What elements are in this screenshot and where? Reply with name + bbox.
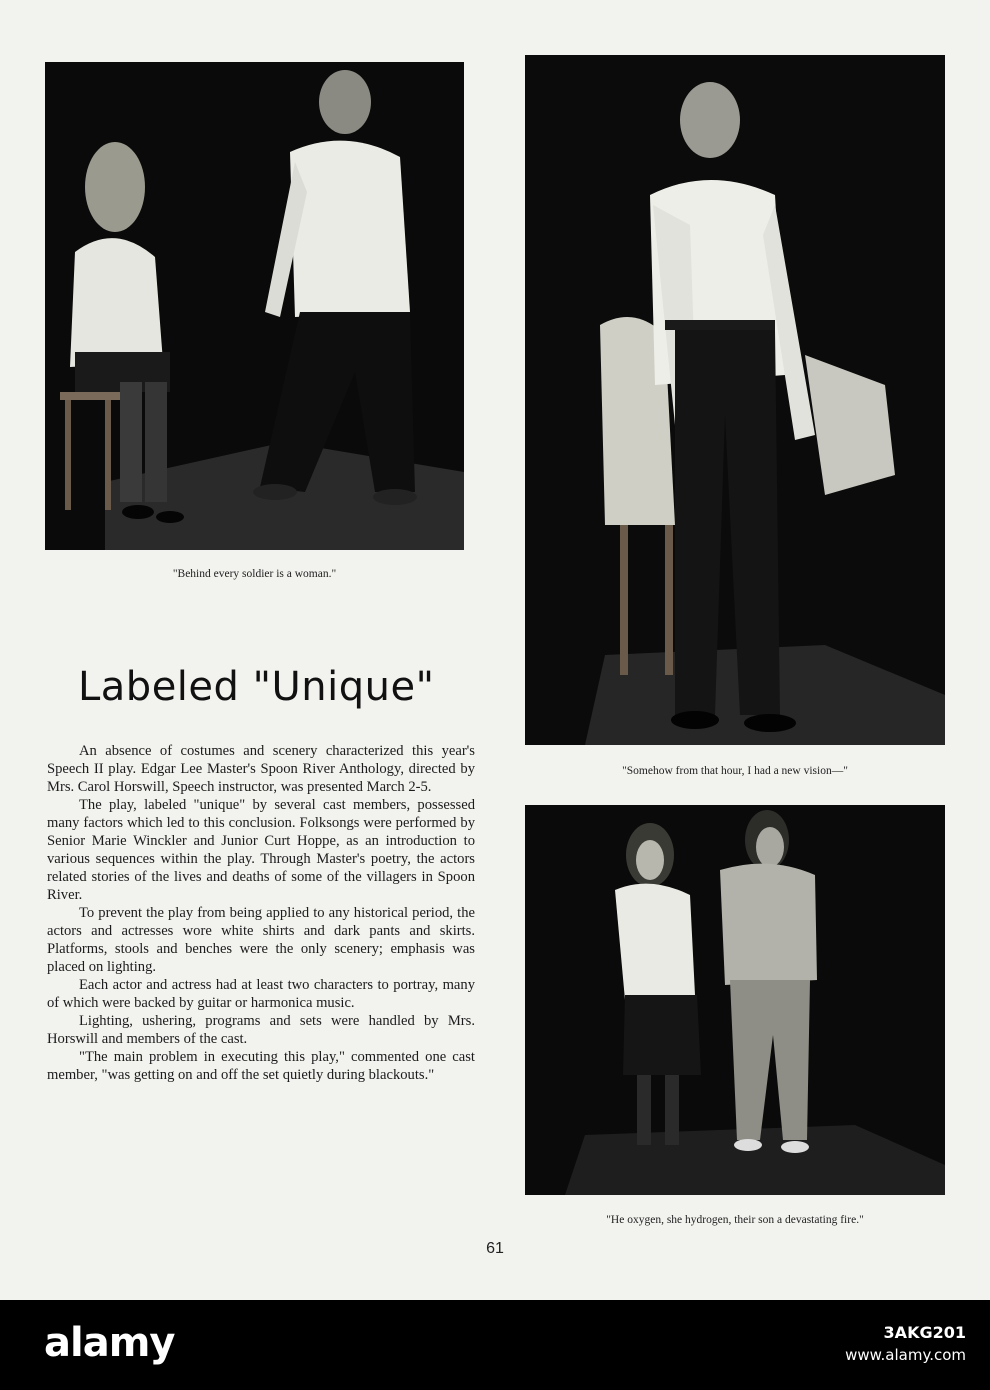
paragraph: An absence of costumes and scenery characterized this year's Speech II play. Edgar Lee Master's Spoon River Anthology, directed by Mrs. Carol Horswill, Speech instructor, was presented March 2-5. [47, 743, 475, 795]
photo-oxygen-hydrogen [525, 805, 945, 1195]
alamy-logo: alamy [44, 1320, 175, 1366]
paragraph: Lighting, ushering, programs and sets were handled by Mrs. Horswill and members of the cast. [47, 1013, 475, 1047]
image-id: 3AKG201 [883, 1323, 966, 1342]
article-title: Labeled "Unique" [78, 664, 435, 710]
paragraph: To prevent the play from being applied to any historical period, the actors and actresses wore white shirts and dark pants and skirts. Platforms, stools and benches were the only scenery; emphasis was placed on lighting. [47, 905, 475, 975]
paragraph: Each actor and actress had at least two characters to portray, many of which were backed by guitar or harmonica music. [47, 977, 475, 1011]
page-number: 61 [486, 1240, 504, 1257]
footer-url: www.alamy.com [845, 1346, 966, 1364]
photo-new-vision [525, 55, 945, 745]
article-body [47, 742, 475, 1084]
paragraph: The play, labeled "unique" by several cast members, possessed many factors which led to this conclusion. Folksongs were performed by Senior Marie Winckler and Junior Curt Hoppe, as an introduction to various sequences within the play. Through Master's poetry, the actors related stories of the lives and deaths of some of the villagers in Spoon River. [47, 797, 475, 903]
caption-top-left: "Behind every soldier is a woman." [172, 568, 337, 580]
paragraph: "The main problem in executing this play," commented one cast member, "was getting on and off the set quietly during blackouts." [47, 1049, 475, 1083]
caption-right-tall: "Somehow from that hour, I had a new vision—" [622, 765, 848, 777]
caption-bottom-right: "He oxygen, she hydrogen, their son a devastating fire." [606, 1214, 864, 1226]
photo-soldier-woman [45, 62, 464, 550]
